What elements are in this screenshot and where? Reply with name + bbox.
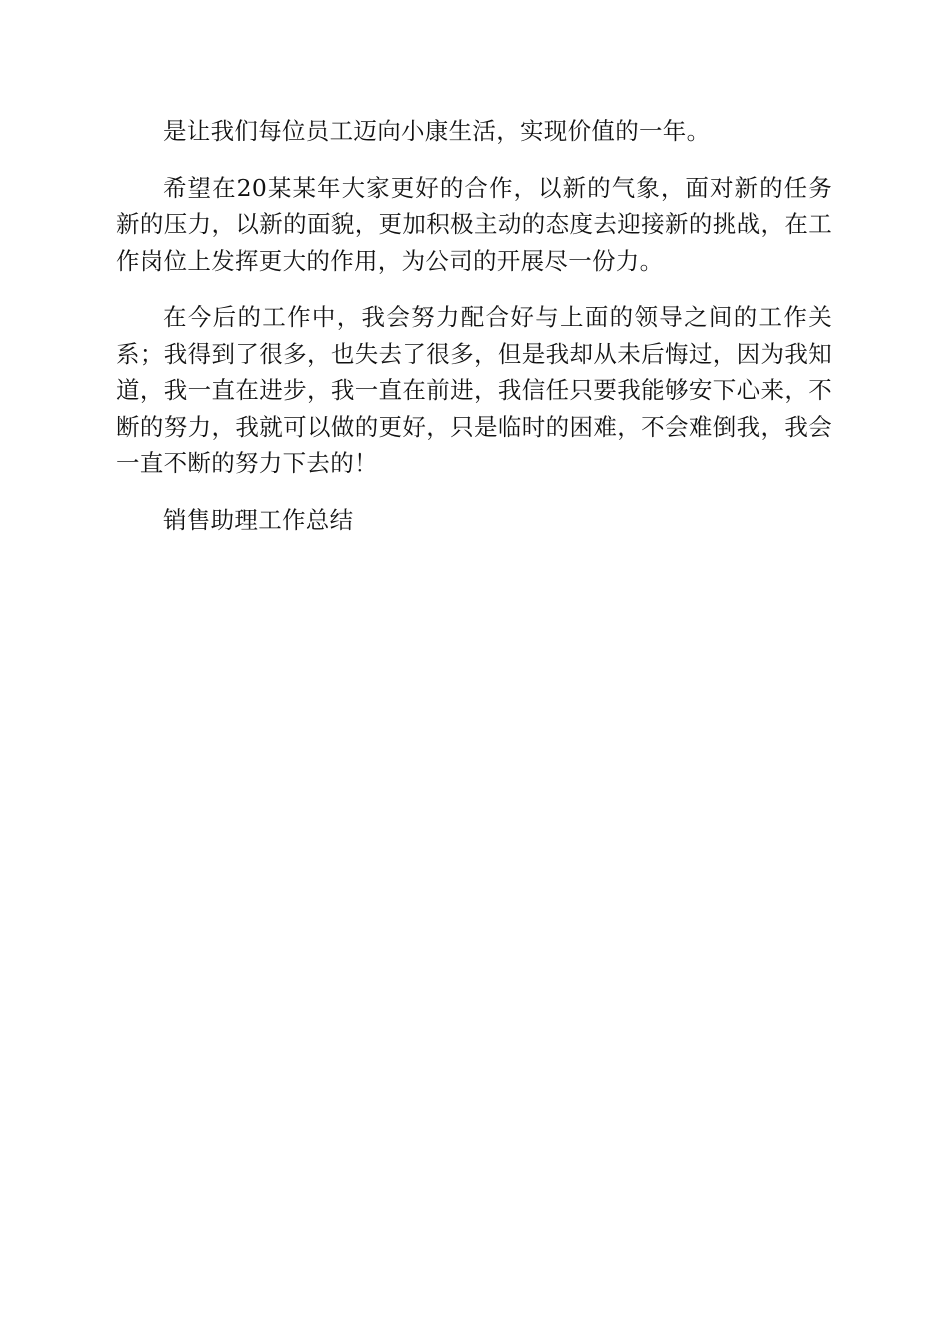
paragraph-2: 希望在20某某年大家更好的合作，以新的气象，面对新的任务新的压力，以新的面貌，更加积极主动的态度去迎接新的挑战，在工作岗位上发挥更大的作用，为公司的开展尽一份力。	[116, 173, 832, 275]
paragraph-3: 在今后的工作中，我会努力配合好与上面的领导之间的工作关系；我得到了很多，也失去了很多，但是我却从未后悔过，因为我知道，我一直在进步，我一直在前进，我信任只要我能够安下心来，不断的努力，我就可以做的更好，只是临时的困难，不会难倒我，我会一直不断的努力下去的！	[116, 303, 832, 477]
paragraph-1: 是让我们每位员工迈向小康生活，实现价值的一年。	[163, 117, 711, 145]
document-body	[116, 113, 832, 558]
section-heading: 销售助理工作总结	[163, 505, 354, 534]
